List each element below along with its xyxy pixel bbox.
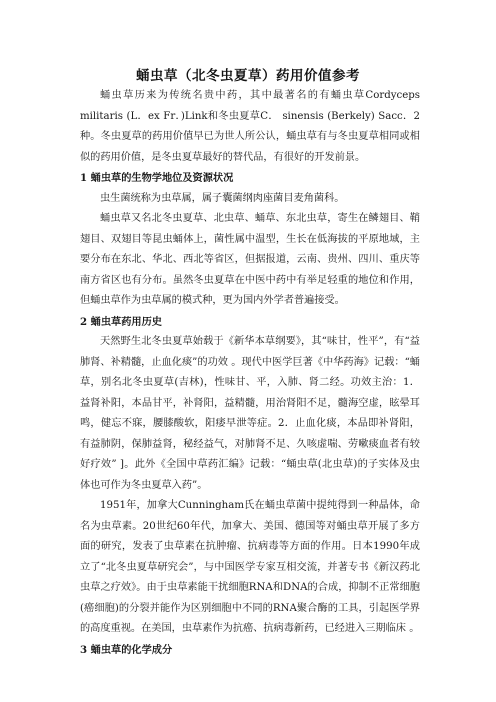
section-1-paragraph-1: 虫生菌统称为虫草属，属子囊菌纲肉座菌目麦角菌科。 [100,192,345,204]
section-1-paragraph-2: 蛹虫草又名北冬虫夏草、北虫草、蛹草、东北虫草，寄生在鳞翅目、鞘翅目、双翅目等昆虫蛹体上，菌性属中温型，生长在低海拔的平原地域，主要分布在东北、华北、西北等省区，但据报道，云南、贵州、四川、重庆等南方省区也有分布。虽然冬虫夏草在中医中药中有举足轻重的地位和作用，但蛹虫草作为虫草属的模式种，更为国内外学者普遍接受。 [80,213,420,306]
intro-paragraph: 蛹虫草历来为传统名贵中药，其中最著名的有蛹虫草Cordyceps militaris (L．ex Fr．)Link和冬虫夏草C． sinensis (Berkely) Sacc．2种。冬虫夏草的药用价值早已为世人所公认，蛹虫草有与冬虫夏草相同或相似的药用价值，是冬虫夏草最好的替代品，有很好的开发前景。 [80,90,420,163]
section-heading-1: 1 蛹虫草的生物学地位及资源状况 [80,172,234,184]
document-body [80,86,420,660]
section-2-paragraph-1: 天然野生北冬虫夏草始载于《新华本草纲要》，其“味甘，性平”，有“益肺肾、补精髓，止血化痰”的功效 。现代中医学巨著《中华药海》记载：“蛹草，别名北冬虫夏草(吉林)，性味甘、平，入肺、肾二经。功效主治：1．益肾补阳，本品甘平，补肾阳，益精髓，用治肾阳不足，髓海空虚，眩晕耳鸣，健忘不寐，腰膝酸软，阳痿早泄等症。2．止血化痰，本品即补肾阳，有益肺阴，保肺益肾，秘经益气，对肺肾不足、久咳虚喘、劳嗽痰血者有较好疗效” ]。此外《全国中草药汇编》记载：“蛹虫草(北虫草)的子实体及虫体也可作为冬虫夏草入药”。 [80,336,420,491]
section-heading-2: 2 蛹虫草药用历史 [80,315,162,328]
document-title: 蛹虫草（北冬虫夏草）药用价值参考 [136,68,360,84]
section-2-paragraph-2: 1951年，加拿大Cunningham氏在蛹虫草菌中提纯得到一种晶体，命名为虫草素。20世纪60年代，加拿大、美国、德国等对蛹虫草开展了多方面的研究，发表了虫草素在抗肿瘤、抗病毒等方面的作用。日本1990年成立了“北冬虫夏草研究会”，与中国医学专家互相交流，并著专书《新汉药北虫草之疗效》。由于虫草素能干扰细胞RNA和DNA的合成，抑制不正常细胞(癌细胞)的分裂并能作为区别细胞中不同的RNA聚合酶的工具，引起医学界的高度重视。在美国，虫草素作为抗癌、抗病毒新药，已经进入三期临床 。 [80,500,420,634]
section-heading-3: 3 蛹虫草的化学成分 [80,643,173,656]
